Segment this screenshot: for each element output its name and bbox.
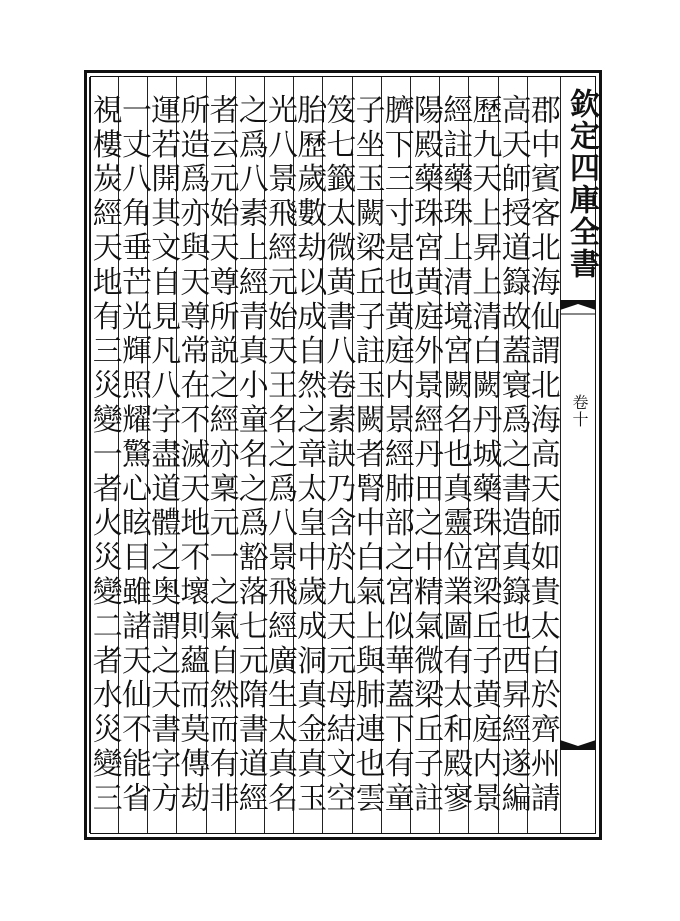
margin-title: 欽定四庫全書: [564, 88, 599, 280]
bottom-fishtail-icon: [560, 730, 596, 750]
text-column: 所造爲亦與天尊常在不滅天地不壞則蘊而莫傳劫: [174, 94, 210, 817]
text-column: 子坐玉闕梁丘子註玉闕者腎中白氣上與肺連也雲: [349, 94, 385, 817]
fishtail-mark-icon: [560, 300, 596, 330]
text-column: 郡中賓客北海仙謂北海高天師如貴太白於齊州請: [524, 94, 560, 817]
text-column: 者云元始天尊所説之經亦稟元一之氣自然而有非: [203, 94, 239, 817]
text-column: 一丈八角垂芒光輝照耀驚心眩目雖諸天仙不能省: [116, 94, 151, 817]
text-column: 光八景飛經元始天王名之爲八景飛經廣生太真名: [262, 94, 297, 817]
text-column: 經註藥珠上清境宮闕名也真靈位業圖有太和殿寥: [437, 94, 473, 817]
text-column: 笈七籤太微黄書八卷素訣乃含於九天元母結文空: [320, 94, 356, 817]
text-column: 胎歷歲數劫以成自然之章太皇中歲成洞真金真玉: [291, 94, 327, 817]
text-column: 臍下三寸是也黄庭内景經肺部之宮似華蓋下有童: [378, 94, 414, 817]
text-column: 視樓炭經天地有三災變一者火災變二者水災變三: [86, 94, 122, 817]
text-column: 運若開其文自見凡八字盡道體之奥謂之天書字方: [145, 94, 181, 817]
text-column: 陽殿藥珠宮黄庭外景經丹田之中精氣微梁丘子註: [408, 94, 443, 817]
margin-volume: 卷十: [570, 394, 589, 428]
text-column: 歷九天上昇上清白闕丹城藥珠宮梁丘子黄庭内景: [466, 94, 502, 817]
text-column: 高天師授道籙故蓋寰爲之書造真籙也西昇經遂編: [495, 94, 531, 817]
text-column: 之爲八素上經青真小童名之爲豁落七元隋書道經: [232, 94, 268, 817]
